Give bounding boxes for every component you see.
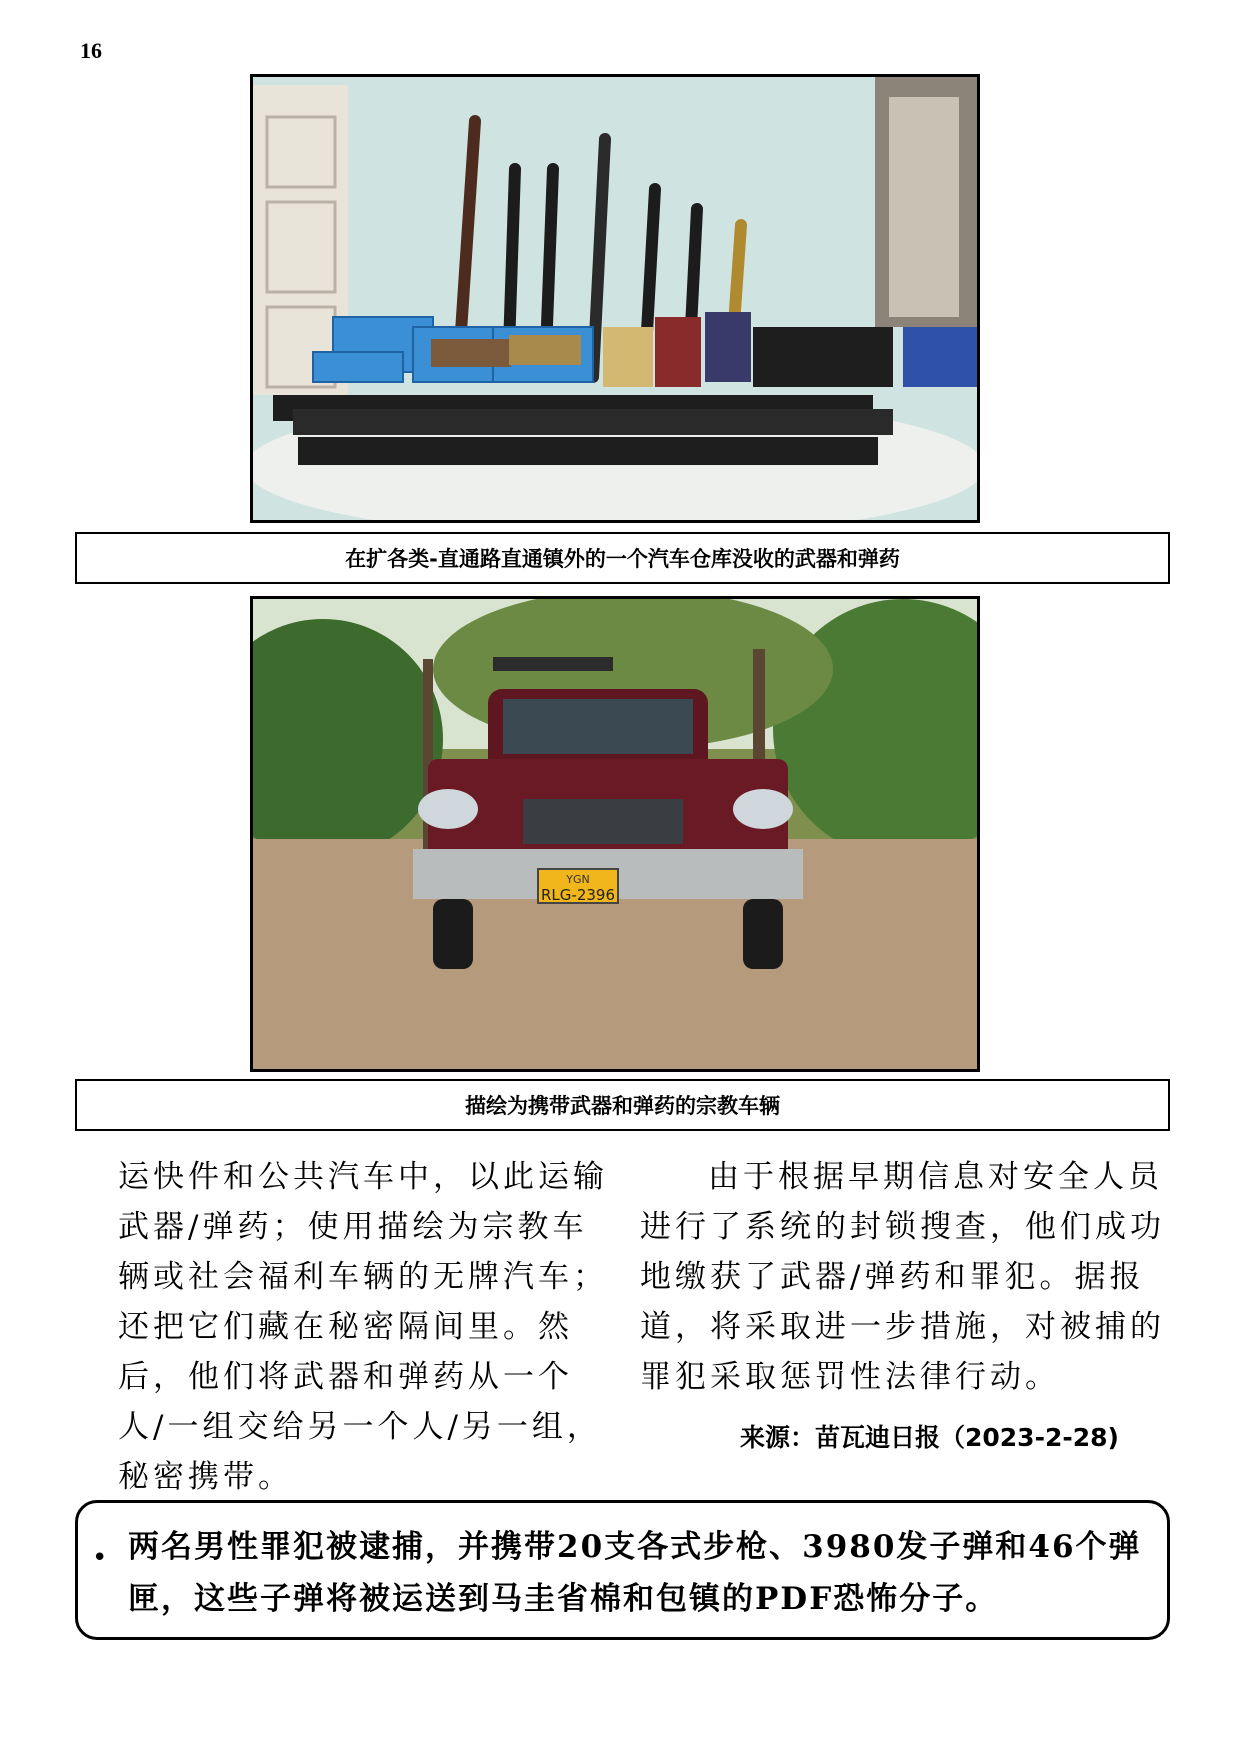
left-column — [118, 1152, 608, 1502]
religious-vehicle-photo — [250, 596, 980, 1072]
plate-region: YGN — [566, 873, 590, 886]
bullet-icon: • — [92, 1543, 108, 1573]
figure-caption-weapons: 在扩各类-直通路直通镇外的一个汽车仓库没收的武器和弹药 — [75, 532, 1170, 584]
plate-number: RLG-2396 — [541, 886, 615, 904]
highlight-box — [75, 1500, 1170, 1640]
right-column — [640, 1152, 1170, 1402]
page-number: 16 — [80, 38, 102, 63]
body-paragraph-left: 运快件和公共汽车中，以此运输武器/弹药；使用描绘为宗教车辆或社会福利车辆的无牌汽车；还把它们藏在秘密隔间里。然后，他们将武器和弹药从一个人/一组交给另一个人/另一组，秘密携带。 — [118, 1159, 608, 1495]
body-paragraph-right: 由于根据早期信息对安全人员进行了系统的封锁搜查，他们成功地缴获了武器/弹药和罪犯。据报道，将采取进一步措施，对被捕的罪犯采取惩罚性法律行动。 — [640, 1159, 1165, 1395]
figure-caption-vehicle: 描绘为携带武器和弹药的宗教车辆 — [75, 1079, 1170, 1131]
highlight-text: 两名男性罪犯被逮捕，并携带20支各式步枪、3980发子弹和46个弹匣，这些子弹将被运送到马圭省棉和包镇的PDF恐怖分子。 — [128, 1529, 1142, 1617]
seized-weapons-photo — [250, 74, 980, 523]
source-citation: 来源：苗瓦迪日报（2023-2-28) — [740, 1423, 1119, 1452]
